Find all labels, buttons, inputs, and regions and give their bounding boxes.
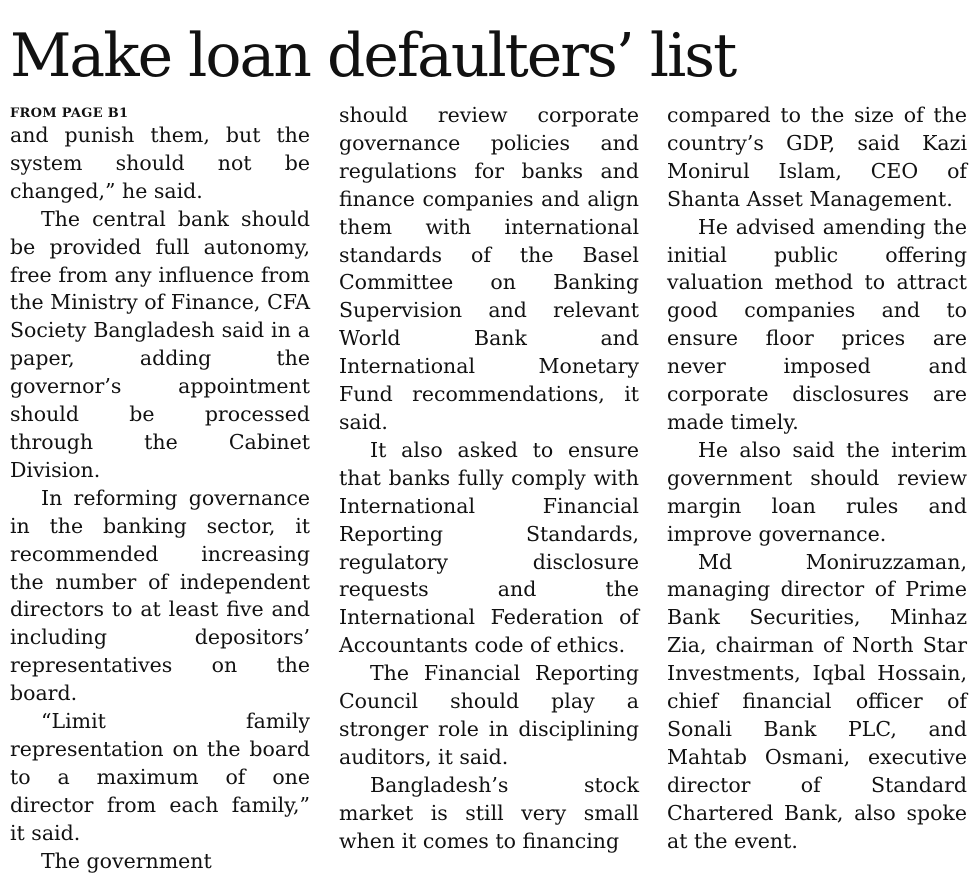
article-column-1 xyxy=(10,102,310,875)
jump-line: FROM PAGE B1 xyxy=(10,106,129,121)
paragraph: The government xyxy=(41,848,212,873)
paragraph: compared to the size of the country’s GDP, said Kazi Monirul Islam, CEO of Shanta Asset Management. xyxy=(667,103,967,211)
paragraph: He advised amending the initial public offering valuation method to attract good companies and to ensure floor prices are never imposed and corporate disclosures are made timely. xyxy=(667,214,967,434)
paragraph: The central bank should be provided full autonomy, free from any influence from the Ministry of Finance, CFA Society Bangladesh said in a paper, adding the governor’s appointment should be processed through the Cabinet Division. xyxy=(10,206,310,482)
paragraph: Bangladesh’s stock market is still very small when it comes to financing xyxy=(339,772,639,853)
paragraph: “Limit family representation on the board to a maximum of one director from each family,” it said. xyxy=(10,709,310,845)
paragraph: In reforming governance in the banking sector, it recommended increasing the number of independent directors to at least five and including depositors’ representatives on the board. xyxy=(10,485,310,706)
paragraph: Md Moniruzzaman, managing director of Prime Bank Securities, Minhaz Zia, chairman of North Star Investments, Iqbal Hossain, chief financial officer of Sonali Bank PLC, and Mahtab Osmani, executive director of Standard Chartered Bank, also spoke at the event. xyxy=(667,549,967,853)
paragraph: It also asked to ensure that banks fully comply with International Financial Reporting Standards, regulatory disclosure requests and the International Federation of Accountants code of ethics. xyxy=(339,437,639,658)
paragraph: The Financial Reporting Council should play a stronger role in disciplining auditors, it said. xyxy=(339,661,639,769)
article-column-3 xyxy=(667,102,967,855)
article-column-2 xyxy=(339,102,639,855)
paragraph: should review corporate governance policies and regulations for banks and finance companies and align them with international standards of the Basel Committee on Banking Supervision and relevant World Bank and International Monetary Fund recommendations, it said. xyxy=(339,103,639,434)
headline: Make loan defaulters’ list xyxy=(10,21,736,91)
paragraph: He also said the interim government should review margin loan rules and improve governance. xyxy=(667,437,967,546)
paragraph: and punish them, but the system should not be changed,” he said. xyxy=(10,123,310,203)
